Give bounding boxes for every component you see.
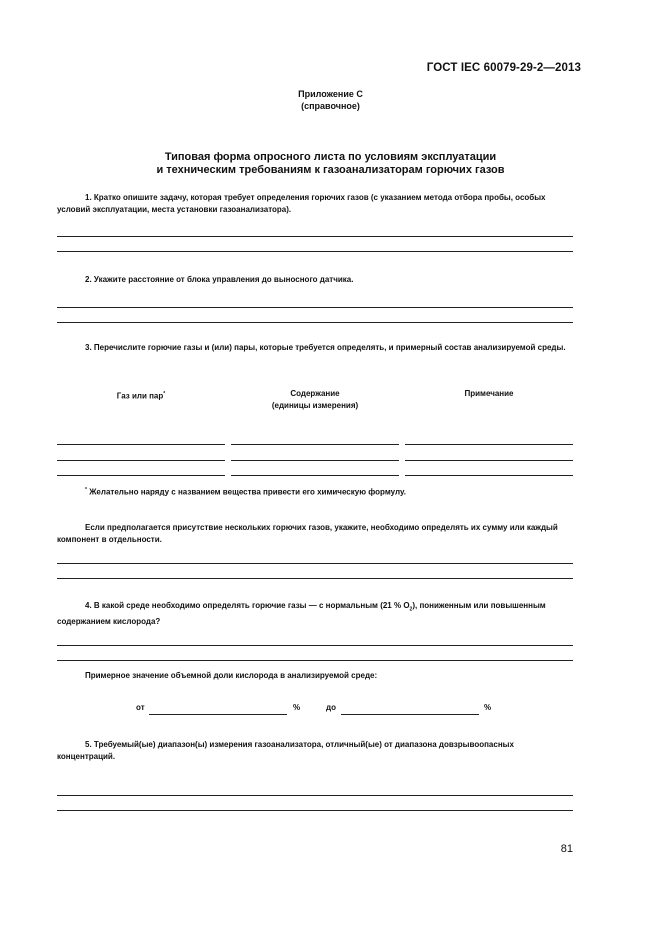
range-from-field[interactable] bbox=[149, 714, 287, 715]
annex-subtitle: (справочное) bbox=[301, 101, 360, 111]
answer-line[interactable] bbox=[57, 563, 573, 564]
footnote-text: Желательно наряду с названием вещества привести его химическую формулу. bbox=[89, 487, 406, 497]
content-cell-line[interactable] bbox=[231, 444, 399, 445]
form-title-line2: и техническим требованиям к газоанализаторам горючих газов bbox=[156, 164, 505, 176]
answer-line[interactable] bbox=[57, 251, 573, 252]
question-3-note: Если предполагается присутствие нескольких горючих газов, укажите, необходимо определять их сумму или каждый компонент в отдельности. bbox=[57, 523, 558, 544]
oxygen-prompt: Примерное значение объемной доли кислорода в анализируемой среде: bbox=[85, 671, 378, 680]
range-to-field[interactable] bbox=[341, 714, 479, 715]
page-number: 81 bbox=[560, 843, 573, 855]
range-from-label: от bbox=[136, 703, 145, 712]
answer-line[interactable] bbox=[57, 660, 573, 661]
content-cell-line[interactable] bbox=[231, 460, 399, 461]
column-header-gas-label: Газ или пар bbox=[116, 391, 164, 401]
range-to-label: до bbox=[326, 703, 336, 712]
question-4-subscript: 2 bbox=[409, 606, 413, 613]
column-header-note: Примечание bbox=[464, 389, 514, 398]
range-from-unit: % bbox=[293, 703, 301, 712]
content-cell-line[interactable] bbox=[231, 475, 399, 476]
form-title bbox=[0, 151, 661, 177]
question-1: 1. Кратко опишите задачу, которая требует определения горючих газов (с указанием метода отбора пробы, особых условий эксплуатации, места установки газоанализатора). bbox=[57, 193, 546, 214]
question-4 bbox=[57, 600, 573, 628]
question-5: 5. Требуемый(ые) диапазон(ы) измерения газоанализатора, отличный(ые) от диапазона довзрывоопасных концентраций. bbox=[57, 740, 514, 761]
gas-cell-line[interactable] bbox=[57, 444, 225, 445]
column-header-gas bbox=[57, 388, 225, 403]
annex-heading bbox=[0, 88, 661, 112]
answer-line[interactable] bbox=[57, 645, 573, 646]
annex-title: Приложение С bbox=[298, 89, 363, 99]
note-cell-line[interactable] bbox=[405, 475, 573, 476]
question-4-text: 4. В какой среде необходимо определять горючие газы — с нормальным (21 % O bbox=[85, 601, 410, 610]
column-header-content bbox=[231, 388, 399, 412]
answer-line[interactable] bbox=[57, 236, 573, 237]
answer-line[interactable] bbox=[57, 810, 573, 811]
range-to-unit: % bbox=[484, 703, 492, 712]
column-header-content-label: Содержание bbox=[290, 389, 340, 398]
footnote-mark: * bbox=[85, 487, 87, 493]
question-3: 3. Перечислите горючие газы и (или) пары, которые требуется определять, и примерный состав анализируемой среды. bbox=[85, 343, 566, 352]
column-header-content-units: (единицы измерения) bbox=[271, 401, 359, 410]
answer-line[interactable] bbox=[57, 578, 573, 579]
note-cell-line[interactable] bbox=[405, 460, 573, 461]
answer-line[interactable] bbox=[57, 795, 573, 796]
gas-cell-line[interactable] bbox=[57, 475, 225, 476]
note-cell-line[interactable] bbox=[405, 444, 573, 445]
question-2: 2. Укажите расстояние от блока управления до выносного датчика. bbox=[85, 275, 354, 284]
document-code: ГОСТ IEC 60079-29-2—2013 bbox=[426, 62, 581, 74]
answer-line[interactable] bbox=[57, 307, 573, 308]
question-4-text-end: ), пониженным или повышенным содержанием кислорода? bbox=[57, 601, 546, 626]
footnote bbox=[85, 487, 406, 497]
answer-line[interactable] bbox=[57, 322, 573, 323]
gas-cell-line[interactable] bbox=[57, 460, 225, 461]
form-title-line1: Типовая форма опросного листа по условиям эксплуатации bbox=[164, 151, 497, 163]
footnote-mark: * bbox=[163, 391, 166, 397]
